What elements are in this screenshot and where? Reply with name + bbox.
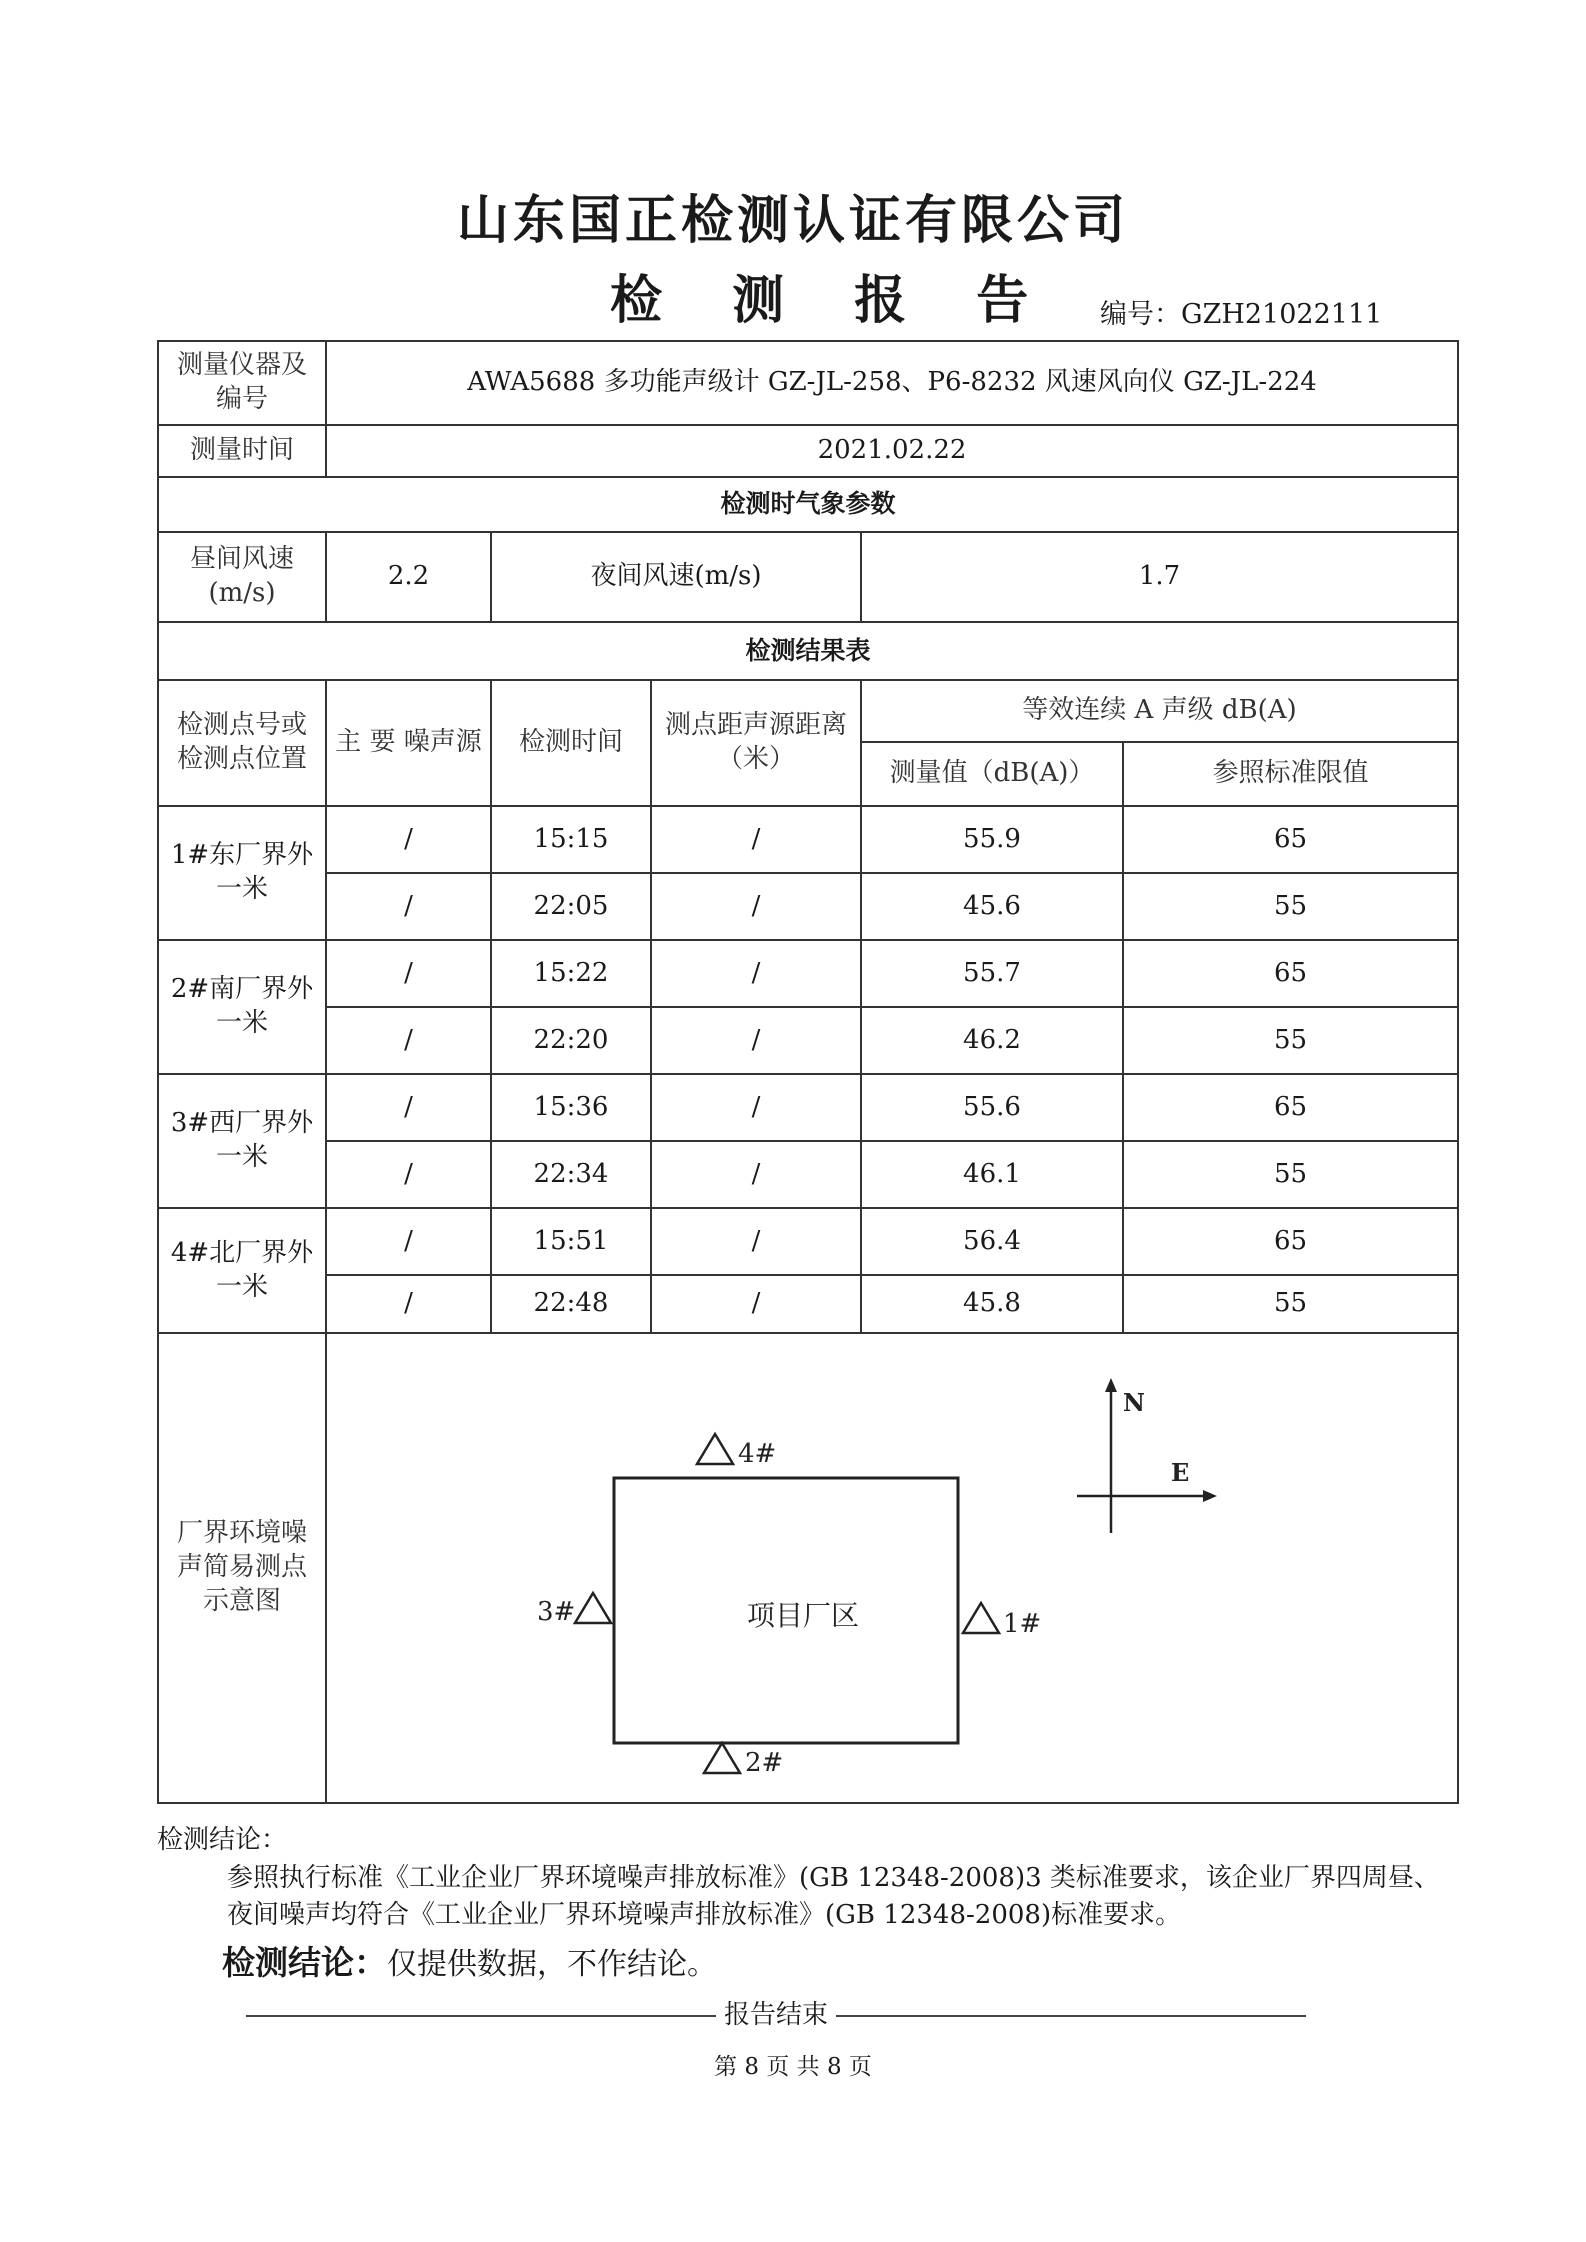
measured-cell: 55.7 [861, 940, 1123, 1007]
conclusion-block [157, 1822, 1457, 1935]
instrument-label: 测量仪器及编号 [158, 341, 326, 425]
header-time: 检测时间 [491, 680, 651, 806]
diagram-row [158, 1333, 1458, 1803]
measured-cell: 55.6 [861, 1074, 1123, 1141]
site-diagram [327, 1338, 1457, 1798]
report-table [157, 340, 1459, 1804]
distance-cell: / [651, 1275, 861, 1333]
page-number: 第 8 页 共 8 页 [714, 2054, 872, 2080]
diagram-label: 厂界环境噪声简易测点示意图 [158, 1333, 326, 1803]
factory-area-label: 项目厂区 [747, 1599, 860, 1632]
source-cell: / [326, 1275, 491, 1333]
distance-cell: / [651, 806, 861, 873]
table-row [158, 940, 1458, 1007]
point-3-label: 3# [537, 1597, 576, 1627]
header-source: 主 要 噪声源 [326, 680, 491, 806]
report-end-text: 报告结束 [723, 2000, 828, 2030]
distance-cell: / [651, 1007, 861, 1074]
header-distance: 测点距声源距离 （米） [651, 680, 861, 806]
site-diagram-svg [327, 1338, 1457, 1798]
limit-cell: 65 [1123, 940, 1458, 1007]
point-name: 2#南厂界外一米 [158, 940, 326, 1074]
time-cell: 15:36 [491, 1074, 651, 1141]
table-row [158, 873, 1458, 940]
weather-row [158, 532, 1458, 622]
north-label: N [1123, 1388, 1145, 1417]
measured-cell: 46.1 [861, 1141, 1123, 1208]
north-arrow-icon [1105, 1378, 1117, 1392]
point-name: 3#西厂界外一米 [158, 1074, 326, 1208]
source-cell: / [326, 1208, 491, 1275]
distance-cell: / [651, 1074, 861, 1141]
serial-number [1100, 292, 1382, 331]
limit-cell: 55 [1123, 873, 1458, 940]
day-wind-label: 昼间风速(m/s) [158, 532, 326, 622]
point-3-triangle [575, 1593, 611, 1623]
header-leq: 等效连续 A 声级 dB(A) [861, 680, 1458, 742]
distance-cell: / [651, 1141, 861, 1208]
limit-cell: 55 [1123, 1275, 1458, 1333]
point-name: 4#北厂界外一米 [158, 1208, 326, 1333]
point-1-label: 1# [1003, 1609, 1042, 1639]
time-cell: 22:05 [491, 873, 651, 940]
time-cell: 22:34 [491, 1141, 651, 1208]
time-value: 2021.02.22 [326, 425, 1458, 477]
time-cell: 15:51 [491, 1208, 651, 1275]
day-wind-value: 2.2 [326, 532, 491, 622]
measured-cell: 56.4 [861, 1208, 1123, 1275]
east-arrow-icon [1203, 1490, 1217, 1502]
point-4-triangle [697, 1434, 733, 1464]
time-cell: 15:15 [491, 806, 651, 873]
night-wind-label: 夜间风速(m/s) [491, 532, 861, 622]
table-row [158, 1007, 1458, 1074]
end-divider-right [836, 2015, 1306, 2017]
measured-cell: 45.8 [861, 1275, 1123, 1333]
final-conclusion [222, 1937, 717, 1984]
time-label: 测量时间 [158, 425, 326, 477]
serial-label: 编号： [1100, 299, 1181, 330]
table-row [158, 1208, 1458, 1275]
end-divider-left [246, 2015, 716, 2017]
final-conclusion-label: 检测结论： [222, 1943, 387, 1982]
limit-cell: 65 [1123, 806, 1458, 873]
point-2-label: 2# [745, 1748, 784, 1778]
time-cell: 22:20 [491, 1007, 651, 1074]
measured-cell: 45.6 [861, 873, 1123, 940]
time-cell: 15:22 [491, 940, 651, 1007]
limit-cell: 55 [1123, 1141, 1458, 1208]
results-section-title: 检测结果表 [158, 622, 1458, 680]
source-cell: / [326, 1141, 491, 1208]
distance-cell: / [651, 1208, 861, 1275]
header-measured: 测量值（dB(A)） [861, 742, 1123, 806]
source-cell: / [326, 873, 491, 940]
night-wind-value: 1.7 [861, 532, 1458, 622]
table-row [158, 1074, 1458, 1141]
point-4-label: 4# [738, 1439, 777, 1469]
limit-cell: 65 [1123, 1074, 1458, 1141]
table-row [158, 806, 1458, 873]
time-row [158, 425, 1458, 477]
limit-cell: 55 [1123, 1007, 1458, 1074]
point-name: 1#东厂界外一米 [158, 806, 326, 940]
results-header-row [158, 680, 1458, 742]
time-cell: 22:48 [491, 1275, 651, 1333]
measured-cell: 55.9 [861, 806, 1123, 873]
limit-cell: 65 [1123, 1208, 1458, 1275]
header-point: 检测点号或检测点位置 [158, 680, 326, 806]
source-cell: / [326, 940, 491, 1007]
report-title: 检 测 报 告 [610, 271, 1055, 331]
conclusion-label: 检测结论： [157, 1825, 288, 1855]
company-name: 山东国正检测认证有限公司 [456, 191, 1129, 251]
weather-section-title: 检测时气象参数 [158, 477, 1458, 532]
report-end-line [222, 1994, 1330, 2031]
point-2-triangle [704, 1743, 740, 1773]
conclusion-text: 参照执行标准《工业企业厂界环境噪声排放标准》(GB 12348-2008)3 类标准要求，该企业厂界四周昼、夜间噪声均符合《工业企业厂界环境噪声排放标准》(GB 12348-2008)标准要求。 [227, 1862, 1440, 1931]
serial-value: GZH21022111 [1181, 299, 1383, 330]
table-row [158, 1275, 1458, 1333]
instrument-row [158, 341, 1458, 425]
header-limit: 参照标准限值 [1123, 742, 1458, 806]
source-cell: / [326, 1074, 491, 1141]
point-1-triangle [963, 1603, 999, 1633]
distance-cell: / [651, 940, 861, 1007]
distance-cell: / [651, 873, 861, 940]
final-conclusion-text: 仅提供数据，不作结论。 [387, 1947, 717, 1982]
instrument-value: AWA5688 多功能声级计 GZ-JL-258、P6-8232 风速风向仪 GZ-JL-224 [326, 341, 1458, 425]
source-cell: / [326, 806, 491, 873]
east-label: E [1171, 1458, 1190, 1487]
source-cell: / [326, 1007, 491, 1074]
measured-cell: 46.2 [861, 1007, 1123, 1074]
table-row [158, 1141, 1458, 1208]
